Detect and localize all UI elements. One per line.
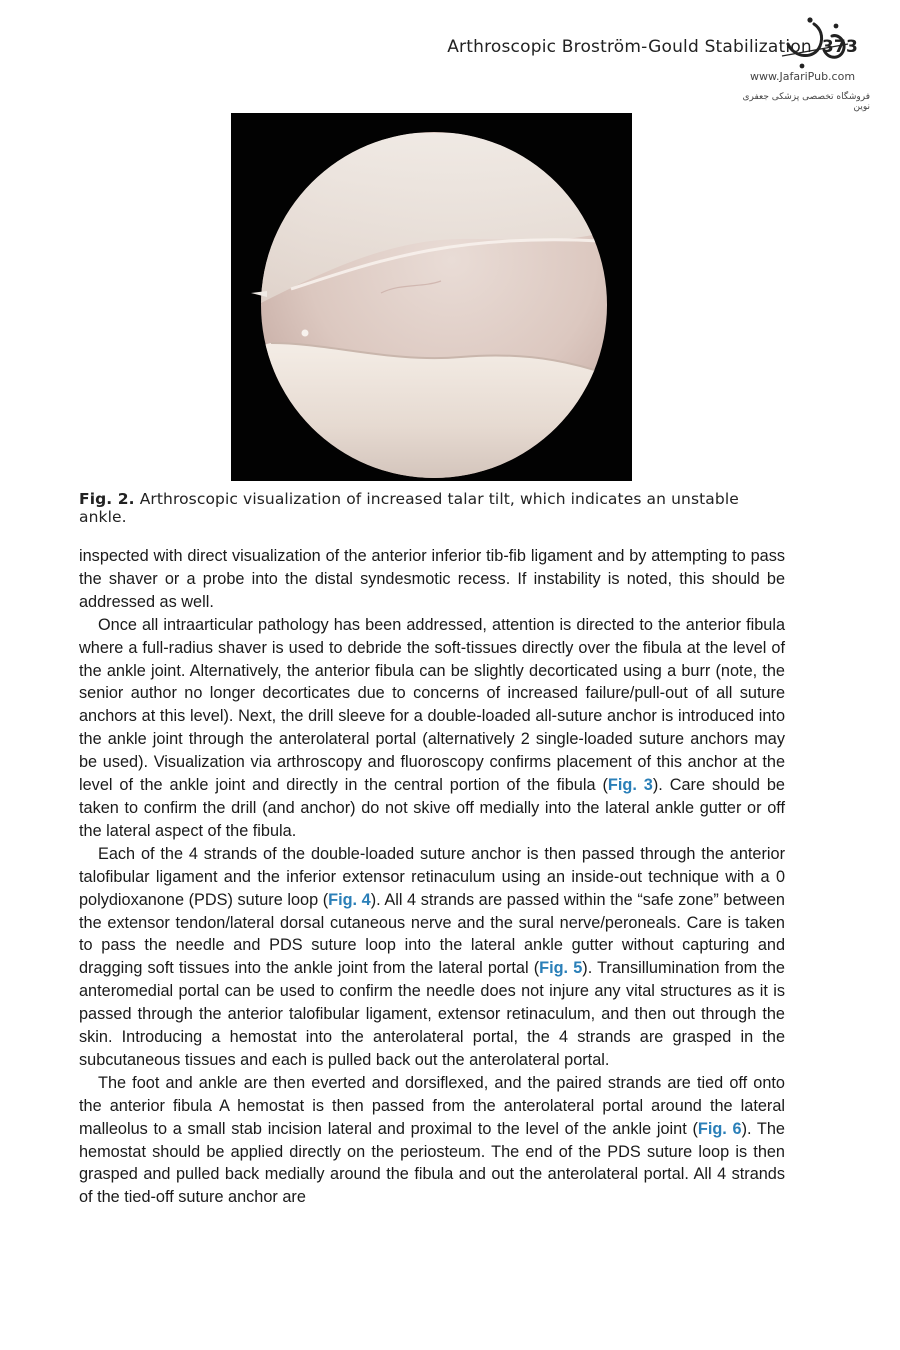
paragraph-3-text-b: ). All 4 strands are passed within the “safe zone” between the extensor tendon/lateral dorsal cutaneous nerve and the sural nerve/peroneals. Care is taken to pass the needle and PDS suture loop into the lateral ankle gutter without capturing and dragging soft tissues into the ankle joint from the lateral portal (	[79, 890, 785, 978]
paragraph-3	[79, 843, 785, 1072]
page-number: 373	[821, 37, 858, 57]
paragraph-1: inspected with direct visualization of the anterior inferior tib-fib ligament and by attempting to pass the shaver or a probe into the distal syndesmotic recess. If instability is noted, this should be addressed as well.	[79, 547, 785, 611]
paragraph-4-text-b: ). The hemostat should be applied directly on the periosteum. The end of the PDS suture loop is then grasped and pulled back medially around the fibula and out the anterolateral portal. All 4 strands of the tied-off suture anchor are	[79, 1119, 785, 1207]
paragraph-3-text-a: Each of the 4 strands of the double-loaded suture anchor is then passed through the anterior talofibular ligament and the inferior extensor retinaculum using an inside-out technique with a 0 polydioxanone (PDS) suture loop (	[79, 844, 785, 909]
paragraph-2-text-b: ). Care should be taken to confirm the drill (and anchor) do not skive off medially into the lateral ankle gutter or off the lateral aspect of the fibula.	[79, 776, 785, 840]
running-title: Arthroscopic Broström-Gould Stabilization	[447, 37, 812, 57]
fig-3-link[interactable]: Fig. 3	[607, 776, 653, 795]
arthroscopic-image	[231, 113, 632, 481]
publisher-subtitle: فروشگاه تخصصی پزشکی جعفری نوین	[742, 92, 870, 112]
paragraph-4	[79, 1072, 785, 1209]
paragraph-2-text-a: Once all intraarticular pathology has been addressed, attention is directed to the anterior fibula where a full-radius shaver is used to debride the soft-tissues directly over the fibula at the level of the ankle joint. Alternatively, the anterior fibula can be slightly decorticated using a burr (note, the senior author no longer decorticates due to concerns of increased failure/pull-out of all suture anchors at this level). Next, the drill sleeve for a double-loaded all-suture anchor is introduced into the ankle joint through the anterolateral portal (alternatively 2 single-loaded suture anchors may be used). Visualization via arthroscopy and fluoroscopy confirms placement of this anchor at the level of the ankle joint and directly in the central portion of the fibula (	[79, 615, 785, 795]
body-text	[79, 545, 785, 1209]
arthroscopy-view	[231, 113, 632, 481]
publisher-url: www.JafariPub.com	[750, 70, 856, 83]
publisher-watermark	[728, 14, 878, 112]
figure-label: Fig. 2.	[79, 490, 135, 508]
paragraph-4-text-a: The foot and ankle are then everted and dorsiflexed, and the paired strands are tied off onto the anterior fibula A hemostat is then passed from the anterolateral portal around the lateral malleolus to a small stab incision lateral and proximal to the level of the ankle joint (	[79, 1073, 785, 1138]
figure-caption-text: Arthroscopic visualization of increased talar tilt, which indicates an unstable ankle.	[79, 490, 739, 526]
fig-5-link[interactable]: Fig. 5	[539, 959, 583, 978]
paragraph-3-text-c: ). Transillumination from the anteromedial portal can be used to confirm the needle does not injure any vital structures as it is passed through the anterior talofibular ligament, extensor retinaculum, and then out through the skin. Introducing a hemostat into the anterolateral portal, the 4 strands are grasped in the subcutaneous tissues and each is pulled back out the anterolateral portal.	[79, 959, 785, 1069]
figure-caption	[79, 490, 789, 526]
fig-6-link[interactable]: Fig. 6	[697, 1119, 742, 1138]
publisher-logo-icon	[780, 14, 850, 72]
fig-4-link[interactable]: Fig. 4	[328, 890, 371, 909]
paragraph-2	[79, 614, 785, 843]
